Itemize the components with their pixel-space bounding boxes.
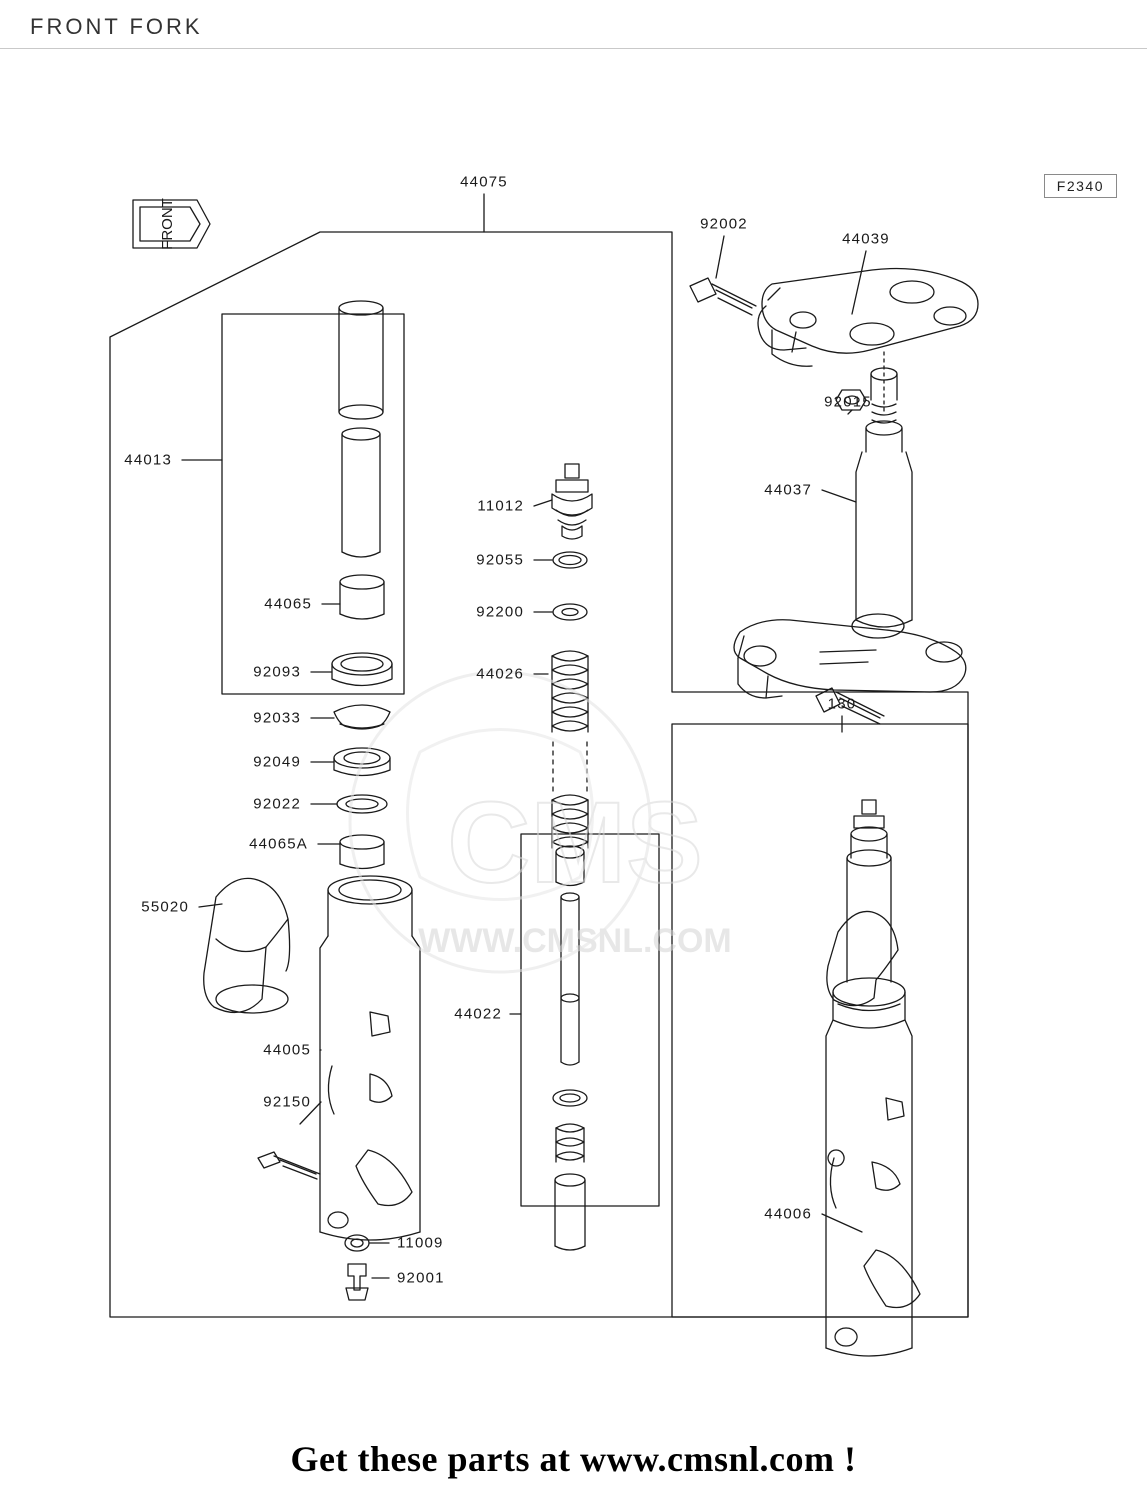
part-label-44022: 44022 (454, 1005, 502, 1023)
part-label-92001: 92001 (397, 1269, 445, 1287)
part-label-44065A: 44065A (249, 835, 308, 853)
part-label-11009: 11009 (397, 1234, 444, 1252)
part-label-11012: 11012 (477, 497, 524, 515)
part-label-44039: 44039 (842, 230, 890, 248)
part-label-92002: 92002 (700, 215, 748, 233)
part-label-44075: 44075 (460, 173, 508, 191)
part-label-92015: 92015 (824, 393, 872, 411)
part-label-44037: 44037 (764, 481, 812, 499)
part-label-92022: 92022 (253, 795, 301, 813)
part-label-44026: 44026 (476, 665, 524, 683)
diagram-code-badge: F2340 (1044, 174, 1117, 198)
svg-text:CMS: CMS (447, 779, 703, 907)
part-label-92200: 92200 (476, 603, 524, 621)
part-label-92093: 92093 (253, 663, 301, 681)
part-label-44005: 44005 (263, 1041, 311, 1059)
part-label-44065: 44065 (264, 595, 312, 613)
part-label-92049: 92049 (253, 753, 301, 771)
part-label-44006: 44006 (764, 1205, 812, 1223)
part-label-130: 130 (827, 695, 857, 713)
part-label-92150: 92150 (263, 1093, 311, 1111)
part-label-92055: 92055 (476, 551, 524, 569)
svg-text:FRONT: FRONT (159, 198, 176, 250)
page-title: FRONT FORK (30, 14, 203, 39)
part-label-92033: 92033 (253, 709, 301, 727)
footer-promo-text: Get these parts at www.cmsnl.com ! (290, 1439, 857, 1479)
diagram-linework (0, 52, 1147, 1432)
title-divider (0, 48, 1147, 49)
svg-text:WWW.CMSNL.COM: WWW.CMSNL.COM (418, 922, 732, 960)
front-fork-exploded-diagram (0, 52, 1147, 1432)
part-label-55020: 55020 (141, 898, 189, 916)
part-label-44013: 44013 (124, 451, 172, 469)
